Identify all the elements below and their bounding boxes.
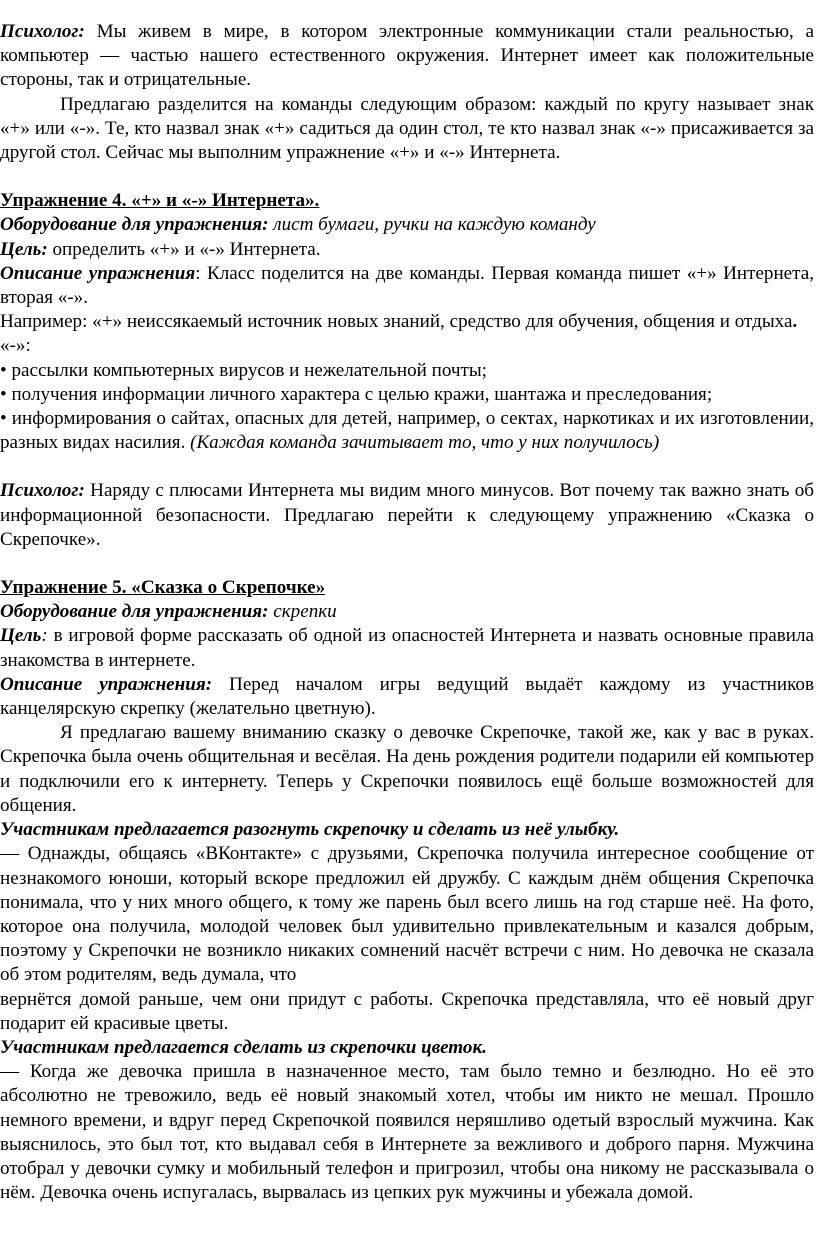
psychologist-paragraph — [0, 479, 814, 552]
description-label: Описание упражнения: — [0, 673, 213, 695]
spacer — [0, 552, 814, 576]
story-paragraph: вернётся домой раньше, чем они придут с работы. Скрепочка представляла, что её новый друг подарит ей красивые цветы. — [0, 988, 814, 1034]
teams-paragraph: Предлагаю разделится на команды следующим образом: каждый по кругу называет знак «+» или «-». Те, кто назвал знак «+» садиться да один стол, те кто назвал знак «-» присаживается за другой стол. Сейчас мы выполним упражнение «+» и «-» Интернета. — [0, 93, 814, 164]
exercise-5-title — [0, 576, 814, 600]
minus-label: «-»: — [0, 335, 31, 357]
description-text: : Класс поделится на две команды. Первая команда пишет «+» Интернета, вторая «-». — [0, 262, 814, 309]
description-text: Перед началом игры ведущий выдаёт каждому из участников канцелярскую скрепку (желательно цветную). — [0, 673, 814, 720]
example-dot: . — [792, 311, 798, 333]
bullet-note: (Каждая команда зачитывает то, что у них получилось) — [185, 432, 660, 454]
task-instruction: Участникам предлагается разогнуть скрепочку и сделать из неё улыбку. — [0, 819, 620, 841]
exercise-5-goal — [0, 624, 814, 672]
story-paragraph: Я предлагаю вашему вниманию сказку о девочке Скрепочке, такой же, как у вас в руках. Скрепочка была очень общительная и весёлая. На день рождения родители подарили ей компьютер и подключили его к интернету. Теперь у Скрепочки появилось ещё больше возможностей для общения. — [0, 722, 814, 816]
story-paragraph: — Когда же девочка пришла в назначенное место, там было темно и безлюдно. Но её это абсолютно не тревожило, ведь её новый знакомый хотел, чтобы им никто не мешал. Прошло немного времени, и вдруг перед Скрепочкой появился неряшливо одетый взрослый мужчина. Как выяснилось, это был тот, кто выдавал себя в Интернете за вежливого и доброго парня. Мужчина отобрал у девочки сумку и мобильный телефон и пригрозил, чтобы она никому не рассказывала о нём. Девочка очень испугалась, вырвалась из цепких рук мужчины и убежала домой. — [0, 1061, 814, 1204]
goal-text: определить «+» и «-» Интернета. — [47, 238, 321, 260]
speaker-label: Психолог: — [0, 480, 85, 502]
psychologist-text: Наряду с плюсами Интернета мы видим много минусов. Вот почему так важно знать об информационной безопасности. Предлагаю перейти к следующему упражнению «Сказка о Скрепочке». — [0, 480, 814, 550]
description-label: Описание упражнения — [0, 262, 196, 284]
exercise-5-heading: Упражнение 5. «Сказка о Скрепочке» — [0, 577, 326, 599]
goal-colon: : — [41, 625, 48, 647]
intro-paragraph — [0, 20, 814, 93]
exercise-5-description — [0, 673, 814, 721]
goal-text: в игровой форме рассказать об одной из опасностей Интернета и назвать основные правила знакомства в интернете. — [0, 625, 814, 671]
exercise-4-title — [0, 189, 814, 213]
task-instruction: Участникам предлагается сделать из скрепочки цветок. — [0, 1036, 487, 1058]
spacer — [0, 165, 814, 189]
exercise-4-equipment — [0, 213, 814, 237]
story-paragraph: — Однажды, общаясь «ВКонтакте» с друзьями, Скрепочка получила интересное сообщение от незнакомого юноши, который вскоре предложил ей дружбу. С каждым днём общения Скрепочка понимала, что у них много общего, к тому же парень был всего лишь на год старше неё. На фото, которое она получила, молодой человек был удивительно привлекательным и казался добрым, поэтому у Скрепочки не возникло никаких сомнений насчёт встречи с ним. Но девочка не сказала об этом родителям, ведь думала, что — [0, 843, 814, 986]
goal-label: Цель: — [0, 238, 48, 260]
exercise-4-goal — [0, 238, 814, 262]
bullet-item — [0, 407, 814, 455]
bullet-text: • информирования о сайтах, опасных для детей, например, о сектах, наркотиках и их изготовлении, разных видах насилия. — [0, 408, 814, 454]
goal-label: Цель — [0, 625, 42, 647]
equipment-label: Оборудование для упражнения: — [0, 601, 269, 623]
bullet-item: • рассылки компьютерных вирусов и нежелательной почты; — [0, 359, 487, 381]
spacer — [0, 455, 814, 479]
intro-text: Мы живем в мире, в котором электронные коммуникации стали реальностью, а компьютер — частью нашего естественного окружения. Интернет имеет как положительные стороны, так и отрицательные. — [0, 21, 814, 91]
bullet-item: • получения информации личного характера с целью кражи, шантажа и преследования; — [0, 383, 713, 405]
equipment-text: лист бумаги, ручки на каждую команду — [268, 214, 596, 236]
example-text: Например: «+» неиссякаемый источник новых знаний, средство для обучения, общения и отдыха — [0, 311, 793, 333]
speaker-label: Психолог: — [0, 21, 85, 42]
exercise-4-description — [0, 262, 814, 310]
equipment-label: Оборудование для упражнения: — [0, 214, 269, 236]
equipment-text: скрепки — [268, 601, 337, 623]
exercise-5-equipment — [0, 600, 814, 624]
exercise-4-example — [0, 310, 814, 334]
exercise-4-heading: Упражнение 4. «+» и «-» Интернета». — [0, 190, 320, 212]
